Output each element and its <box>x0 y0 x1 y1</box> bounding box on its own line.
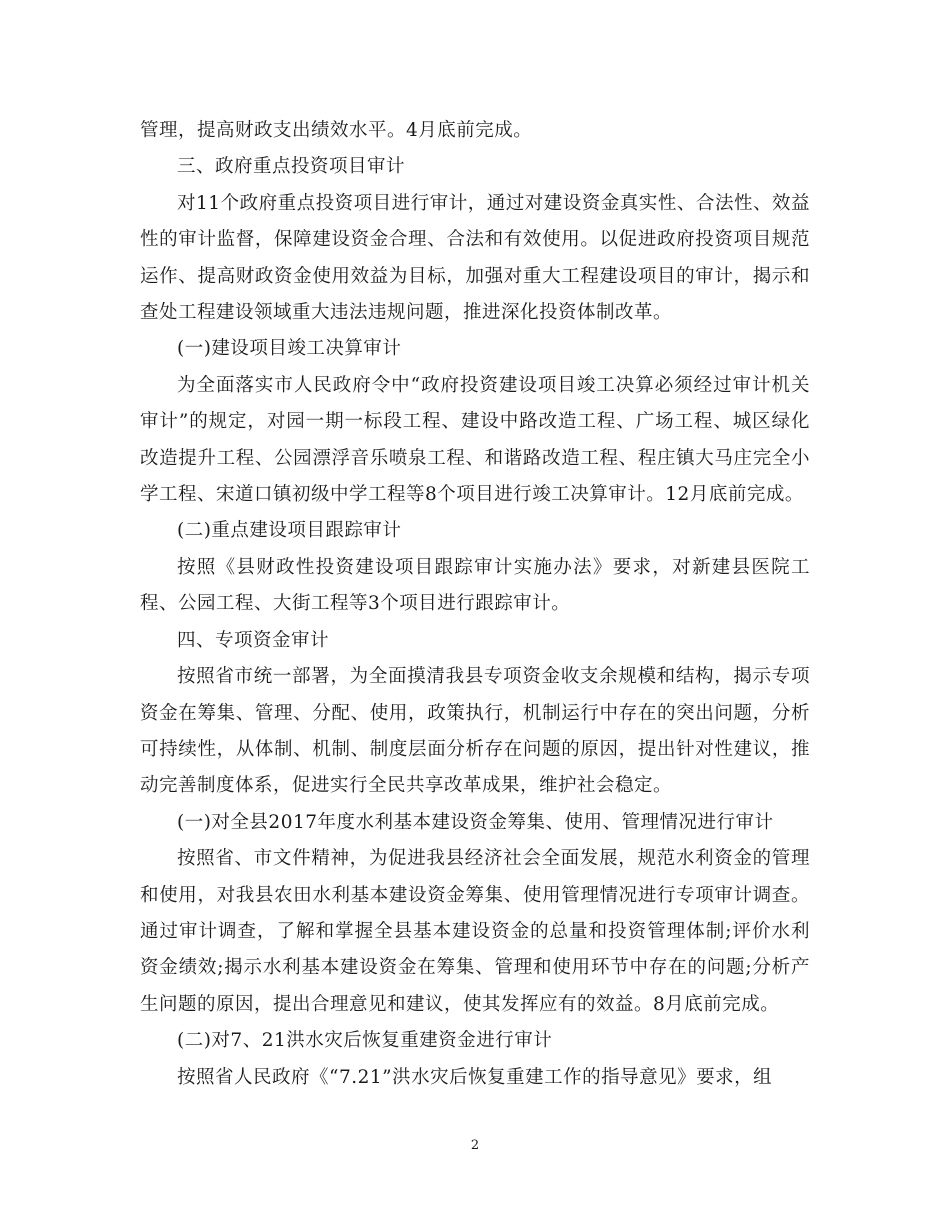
paragraph-1: 管理，提高财政支出绩效水平。4月底前完成。 <box>140 120 533 141</box>
subsection-heading-3-1: (一)建设项目竣工决算审计 <box>177 338 402 360</box>
subsection-heading-4-2: (二)对7、21洪水灾后恢复重建资金进行审计 <box>177 1030 553 1052</box>
paragraph-7: 按照省人民政府《“7.21”洪水灾后恢复重建工作的指导意见》要求，组 <box>177 1066 773 1088</box>
paragraph-4: 按照《县财政性投资建设项目跟踪审计实施办法》要求，对新建县医院工程、公园工程、大街工程等3个项目进行跟踪审计。 <box>140 556 810 615</box>
paragraph-3: 为全面落实市人民政府令中“政府投资建设项目竣工决算必须经过审计机关审计”的规定，对园一期一标段工程、建设中路改造工程、广场工程、城区绿化改造提升工程、公园漂浮音乐喷泉工程、和谐路改造工程、程庄镇大马庄完全小学工程、宋道口镇初级中学工程等8个项目进行竣工决算审计。12月底前完成。 <box>140 374 810 506</box>
paragraph-6: 按照省、市文件精神，为促进我县经济社会全面发展，规范水利资金的管理和使用，对我县农田水利基本建设资金筹集、使用管理情况进行专项审计调查。通过审计调查，了解和掌握全县基本建设资金的总量和投资管理体制;评价水利资金绩效;揭示水利基本建设资金在筹集、管理和使用环节中存在的问题;分析产生问题的原因，提出合理意见和建议，使其发挥应有的效益。8月底前完成。 <box>140 848 810 1015</box>
subsection-heading-4-1: (一)对全县2017年度水利基本建设资金筹集、使用、管理情况进行审计 <box>177 811 774 833</box>
section-heading-3: 三、政府重点投资项目审计 <box>177 156 406 178</box>
section-heading-4: 四、专项资金审计 <box>177 629 330 651</box>
document-body <box>140 113 810 1096</box>
subsection-heading-3-2: (二)重点建设项目跟踪审计 <box>177 520 402 542</box>
page-number: 2 <box>470 1138 480 1153</box>
paragraph-5: 按照省市统一部署，为全面摸清我县专项资金收支余规模和结构，揭示专项资金在筹集、管理、分配、使用，政策执行，机制运行中存在的突出问题，分析可持续性，从体制、机制、制度层面分析存在问题的原因，提出针对性建议，推动完善制度体系，促进实行全民共享改革成果，维护社会稳定。 <box>140 666 810 797</box>
paragraph-2: 对11个政府重点投资项目进行审计，通过对建设资金真实性、合法性、效益性的审计监督，保障建设资金合理、合法和有效使用。以促进政府投资项目规范运作、提高财政资金使用效益为目标，加强对重大工程建设项目的审计，揭示和查处工程建设领域重大违法违规问题，推进深化投资体制改革。 <box>140 192 810 324</box>
